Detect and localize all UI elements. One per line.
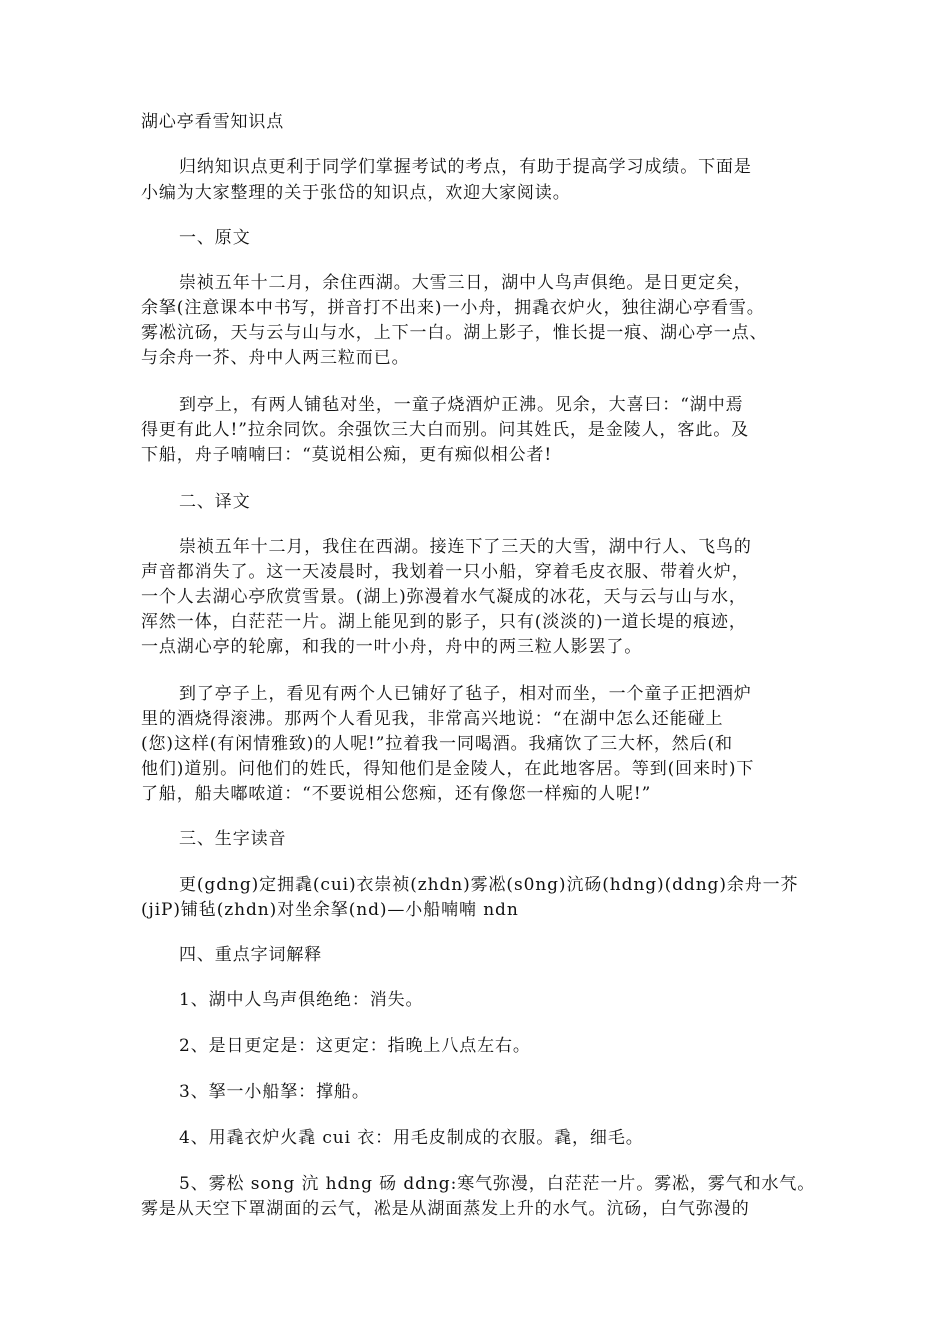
- translation-line: 一点湖心亭的轮廓，和我的一叶小舟，舟中的两三粒人影罢了。: [141, 637, 643, 657]
- section-heading-original: 一、原文: [179, 228, 251, 248]
- translation-line: 了船，船夫嘟哝道：“不要说相公您痴，还有像您一样痴的人呢!”: [141, 784, 652, 804]
- vocabulary-item: 3、拏一小船拏：撑船。: [179, 1082, 370, 1102]
- original-text-line: 到亭上，有两人铺毡对坐，一童子烧酒炉正沸。见余，大喜曰：“湖中焉: [179, 395, 744, 415]
- vocabulary-item: 5、雾松 song 沆 hdng 砀 ddng:寒气弥漫，白茫茫一片。雾凇，雾气和水气。: [179, 1174, 816, 1194]
- translation-line: (您)这样(有闲情雅致)的人呢!”拉着我一同喝酒。我痛饮了三大杯，然后(和: [141, 734, 733, 754]
- original-text-line: 得更有此人!”拉余同饮。余强饮三大白而别。问其姓氏，是金陵人，客此。及: [141, 420, 750, 440]
- section-heading-vocabulary: 四、重点字词解释: [179, 945, 323, 965]
- section-heading-translation: 二、译文: [179, 492, 251, 512]
- translation-line: 里的酒烧得滚沸。那两个人看见我，非常高兴地说：“在湖中怎么还能碰上: [141, 709, 724, 729]
- translation-line: 声音都消失了。这一天凌晨时，我划着一只小船，穿着毛皮衣服、带着火炉，: [141, 562, 750, 582]
- original-text-line: 崇祯五年十二月，余住西湖。大雪三日，湖中人鸟声俱绝。是日更定矣，: [179, 273, 752, 293]
- translation-line: 到了亭子上，看见有两个人已铺好了毡子，相对而坐，一个童子正把酒炉: [179, 684, 752, 704]
- pronunciation-line: 更(gdng)定拥毳(cui)衣崇祯(zhdn)雾凇(s0ng)沆砀(hdng)(ddng)余舟一芥: [179, 875, 799, 895]
- section-heading-pronunciation: 三、生字读音: [179, 829, 287, 849]
- original-text-line: 余拏(注意课本中书写，拼音打不出来)一小舟，拥毳衣炉火，独往湖心亭看雪。: [141, 298, 765, 318]
- intro-line: 归纳知识点更利于同学们掌握考试的考点，有助于提高学习成绩。下面是: [179, 157, 752, 177]
- translation-line: 崇祯五年十二月，我住在西湖。接连下了三天的大雪，湖中行人、飞鸟的: [179, 537, 752, 557]
- page-title: 湖心亭看雪知识点: [141, 112, 285, 132]
- original-text-line: 雾凇沆砀，天与云与山与水，上下一白。湖上影子，惟长提一痕、湖心亭一点、: [141, 323, 768, 343]
- vocabulary-item: 4、用毳衣炉火毳 cui 衣：用毛皮制成的衣服。毳，细毛。: [179, 1128, 644, 1148]
- vocabulary-item: 2、是日更定是：这更定：指晚上八点左右。: [179, 1036, 531, 1056]
- original-text-line: 下船，舟子喃喃曰：“莫说相公痴，更有痴似相公者!: [141, 445, 553, 465]
- pronunciation-line: (jiP)铺毡(zhdn)对坐余拏(nd)—小船喃喃 ndn: [141, 900, 519, 920]
- vocabulary-item-continued: 雾是从天空下罩湖面的云气，凇是从湖面蒸发上升的水气。沆砀，白气弥漫的: [141, 1199, 750, 1219]
- intro-line: 小编为大家整理的关于张岱的知识点，欢迎大家阅读。: [141, 183, 571, 203]
- translation-line: 浑然一体，白茫茫一片。湖上能见到的影子，只有(淡淡的)一道长堤的痕迹，: [141, 612, 747, 632]
- translation-line: 他们)道别。问他们的姓氏，得知他们是金陵人，在此地客居。等到(回来时)下: [141, 759, 755, 779]
- translation-line: 一个人去湖心亭欣赏雪景。(湖上)弥漫着水气凝成的冰花，天与云与山与水，: [141, 587, 747, 607]
- vocabulary-item: 1、湖中人鸟声俱绝绝：消失。: [179, 990, 424, 1010]
- original-text-line: 与余舟一芥、舟中人两三粒而已。: [141, 348, 410, 368]
